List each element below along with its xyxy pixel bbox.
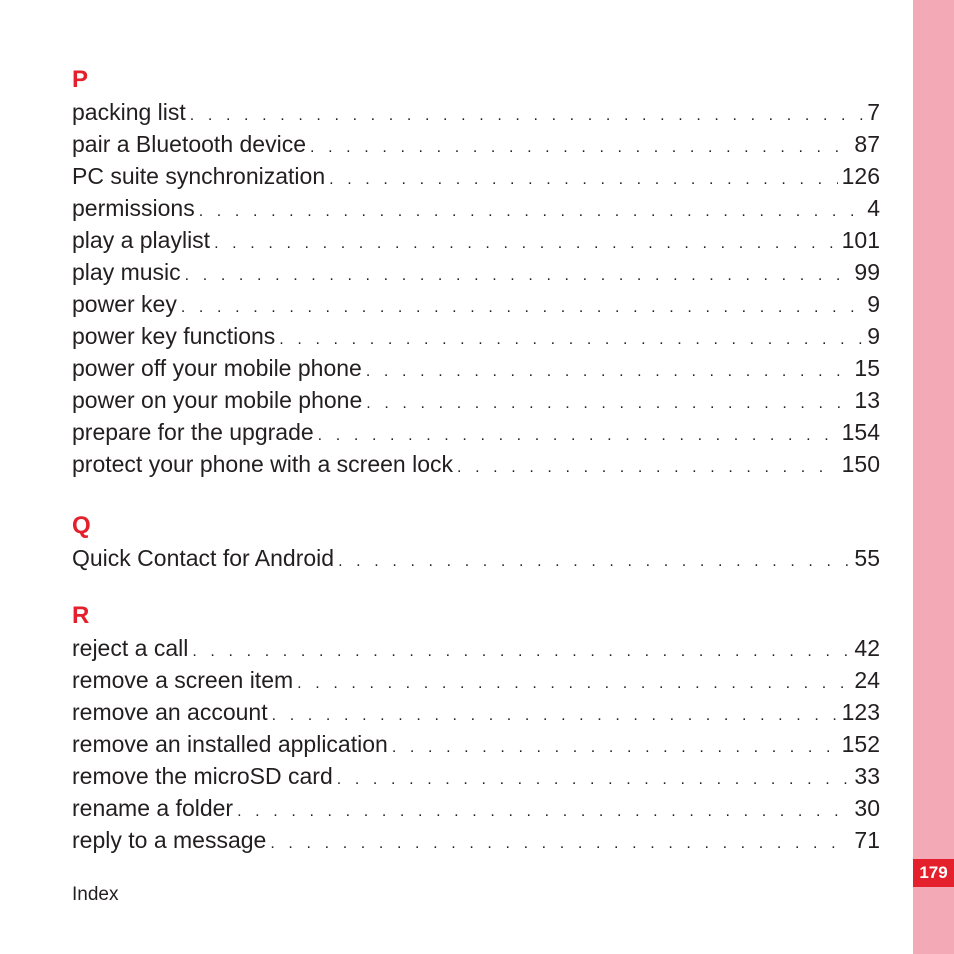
index-entry[interactable] bbox=[72, 96, 880, 128]
entry-term: packing list bbox=[72, 99, 186, 125]
dot-leader bbox=[457, 452, 838, 480]
index-entry[interactable] bbox=[72, 824, 880, 856]
dot-leader bbox=[270, 828, 850, 856]
index-entry[interactable] bbox=[72, 160, 880, 192]
entry-page: 99 bbox=[854, 259, 880, 285]
index-entry[interactable] bbox=[72, 352, 880, 384]
entry-page: 4 bbox=[867, 195, 880, 221]
entry-term: reply to a message bbox=[72, 827, 267, 853]
index-entry[interactable] bbox=[72, 760, 880, 792]
entry-page: 33 bbox=[854, 763, 880, 789]
entry-term: permissions bbox=[72, 195, 195, 221]
dot-leader bbox=[329, 164, 838, 192]
index-section-q bbox=[72, 510, 880, 574]
dot-leader bbox=[297, 668, 850, 696]
entry-term: power key bbox=[72, 291, 177, 317]
entry-term: Quick Contact for Android bbox=[72, 545, 335, 571]
entry-page: 154 bbox=[841, 419, 880, 445]
dot-leader bbox=[272, 700, 838, 728]
index-section-r bbox=[72, 600, 880, 856]
entry-page: 123 bbox=[841, 699, 880, 725]
entry-page: 126 bbox=[841, 163, 880, 189]
entry-term: power on your mobile phone bbox=[72, 387, 363, 413]
index-entry[interactable] bbox=[72, 448, 880, 480]
entry-term: remove a screen item bbox=[72, 667, 294, 693]
entry-term: PC suite synchronization bbox=[72, 163, 326, 189]
entry-term: remove the microSD card bbox=[72, 763, 333, 789]
dot-leader bbox=[310, 132, 850, 160]
index-entry[interactable] bbox=[72, 384, 880, 416]
entry-page: 15 bbox=[854, 355, 880, 381]
dot-leader bbox=[192, 636, 850, 664]
entry-page: 42 bbox=[854, 635, 880, 661]
index-entry[interactable] bbox=[72, 320, 880, 352]
section-letter: R bbox=[72, 602, 90, 629]
index-entry[interactable] bbox=[72, 288, 880, 320]
dot-leader bbox=[318, 420, 838, 448]
index-entry[interactable] bbox=[72, 728, 880, 760]
entry-term: remove an installed application bbox=[72, 731, 388, 757]
dot-leader bbox=[214, 228, 838, 256]
dot-leader bbox=[181, 292, 863, 320]
entry-page: 9 bbox=[867, 291, 880, 317]
entry-term: play music bbox=[72, 259, 181, 285]
entry-page: 101 bbox=[841, 227, 880, 253]
dot-leader bbox=[185, 260, 851, 288]
entry-page: 9 bbox=[867, 323, 880, 349]
dot-leader bbox=[279, 324, 863, 352]
section-letter: P bbox=[72, 66, 89, 93]
entry-term: pair a Bluetooth device bbox=[72, 131, 306, 157]
dot-leader bbox=[366, 356, 851, 384]
entry-page: 30 bbox=[854, 795, 880, 821]
entry-page: 71 bbox=[854, 827, 880, 853]
entry-page: 13 bbox=[854, 387, 880, 413]
index-entry[interactable] bbox=[72, 256, 880, 288]
entry-page: 152 bbox=[841, 731, 880, 757]
footer-label: Index bbox=[72, 884, 119, 905]
index-entry[interactable] bbox=[72, 792, 880, 824]
entry-page: 55 bbox=[854, 545, 880, 571]
entry-page: 24 bbox=[854, 667, 880, 693]
entry-page: 7 bbox=[867, 99, 880, 125]
dot-leader bbox=[337, 764, 851, 792]
entry-term: play a playlist bbox=[72, 227, 211, 253]
index-entry[interactable] bbox=[72, 128, 880, 160]
entry-page: 150 bbox=[841, 451, 880, 477]
entry-term: reject a call bbox=[72, 635, 189, 661]
index-entry[interactable] bbox=[72, 416, 880, 448]
dot-leader bbox=[366, 388, 850, 416]
index-entry[interactable] bbox=[72, 664, 880, 696]
index-entry[interactable] bbox=[72, 696, 880, 728]
index-entry[interactable] bbox=[72, 542, 880, 574]
side-tab bbox=[913, 0, 954, 954]
dot-leader bbox=[190, 100, 863, 128]
index-entry[interactable] bbox=[72, 224, 880, 256]
dot-leader bbox=[237, 796, 850, 824]
section-letter: Q bbox=[72, 512, 91, 539]
entry-term: remove an account bbox=[72, 699, 268, 725]
index-entry[interactable] bbox=[72, 632, 880, 664]
entry-term: power off your mobile phone bbox=[72, 355, 362, 381]
index-section-p bbox=[72, 64, 880, 480]
page-number-badge: 179 bbox=[913, 859, 954, 887]
entry-page: 87 bbox=[854, 131, 880, 157]
entry-term: power key functions bbox=[72, 323, 276, 349]
index-entry[interactable] bbox=[72, 192, 880, 224]
dot-leader bbox=[199, 196, 863, 224]
dot-leader bbox=[338, 546, 850, 574]
dot-leader bbox=[392, 732, 838, 760]
entry-term: rename a folder bbox=[72, 795, 234, 821]
entry-term: prepare for the upgrade bbox=[72, 419, 314, 445]
entry-term: protect your phone with a screen lock bbox=[72, 451, 453, 477]
